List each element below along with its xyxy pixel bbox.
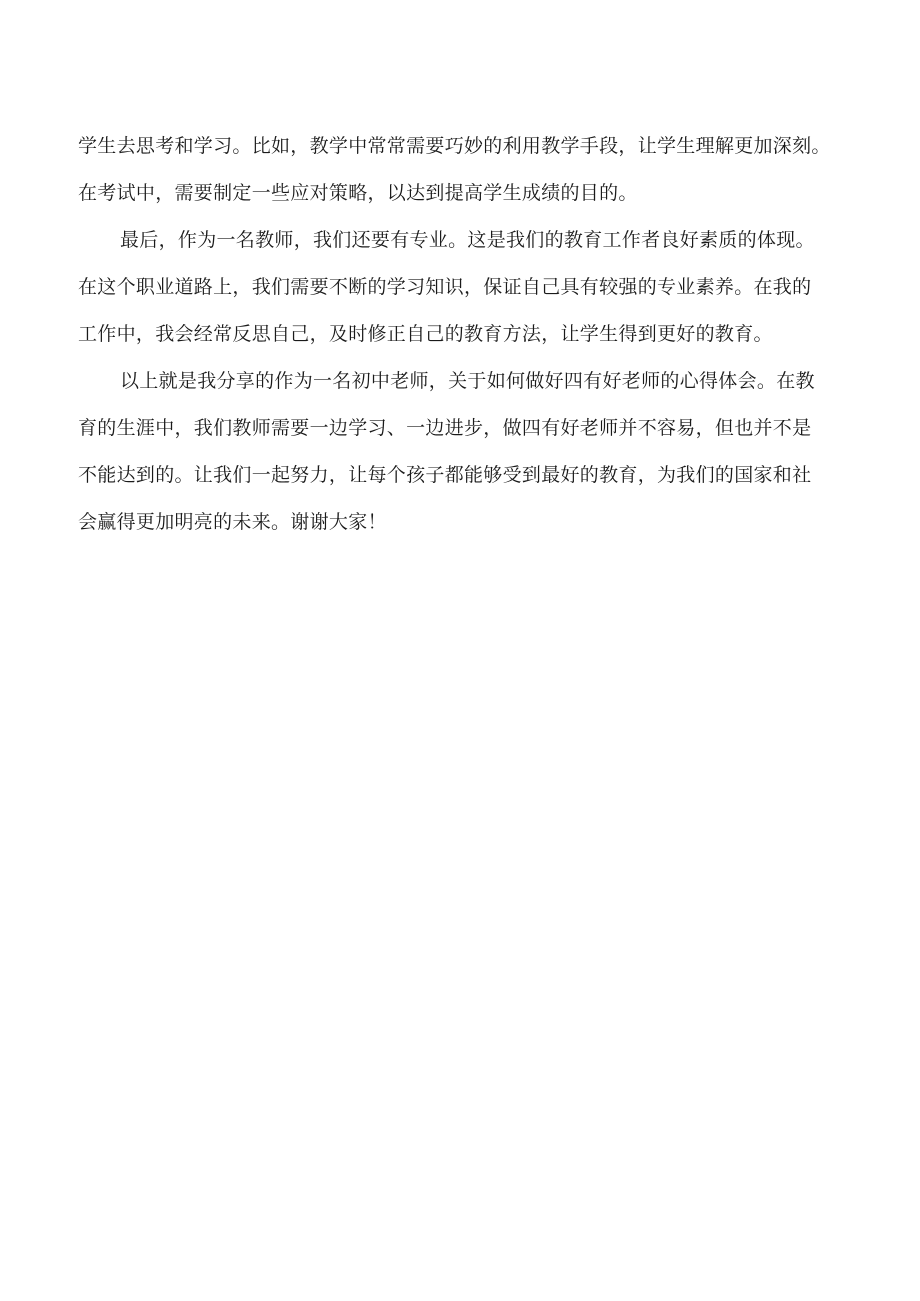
paragraph (78, 361, 868, 549)
text-line: 以上就是我分享的作为一名初中老师，关于如何做好四有好老师的心得体会。在教 (120, 370, 815, 392)
text-line: 工作中，我会经常反思自己，及时修正自己的教育方法，让学生得到更好的教育。 (78, 323, 773, 345)
text-line: 育的生涯中，我们教师需要一边学习、一边进步，做四有好老师并不容易，但也并不是 (78, 417, 812, 439)
text-line: 最后，作为一名教师，我们还要有专业。这是我们的教育工作者良好素质的体现。 (120, 229, 815, 251)
text-line: 在这个职业道路上，我们需要不断的学习知识，保证自己具有较强的专业素养。在我的 (78, 276, 812, 298)
text-line: 会赢得更加明亮的未来。谢谢大家！ (78, 511, 387, 533)
paragraph (78, 126, 868, 220)
text-line: 在考试中，需要制定一些应对策略，以达到提高学生成绩的目的。 (78, 182, 638, 204)
text-line: 学生去思考和学习。比如，教学中常常需要巧妙的利用教学手段，让学生理解更加深刻。 (78, 135, 831, 157)
text-line: 不能达到的。让我们一起努力，让每个孩子都能够受到最好的教育，为我们的国家和社 (78, 464, 812, 486)
document-body (78, 126, 868, 549)
paragraph (78, 220, 868, 361)
